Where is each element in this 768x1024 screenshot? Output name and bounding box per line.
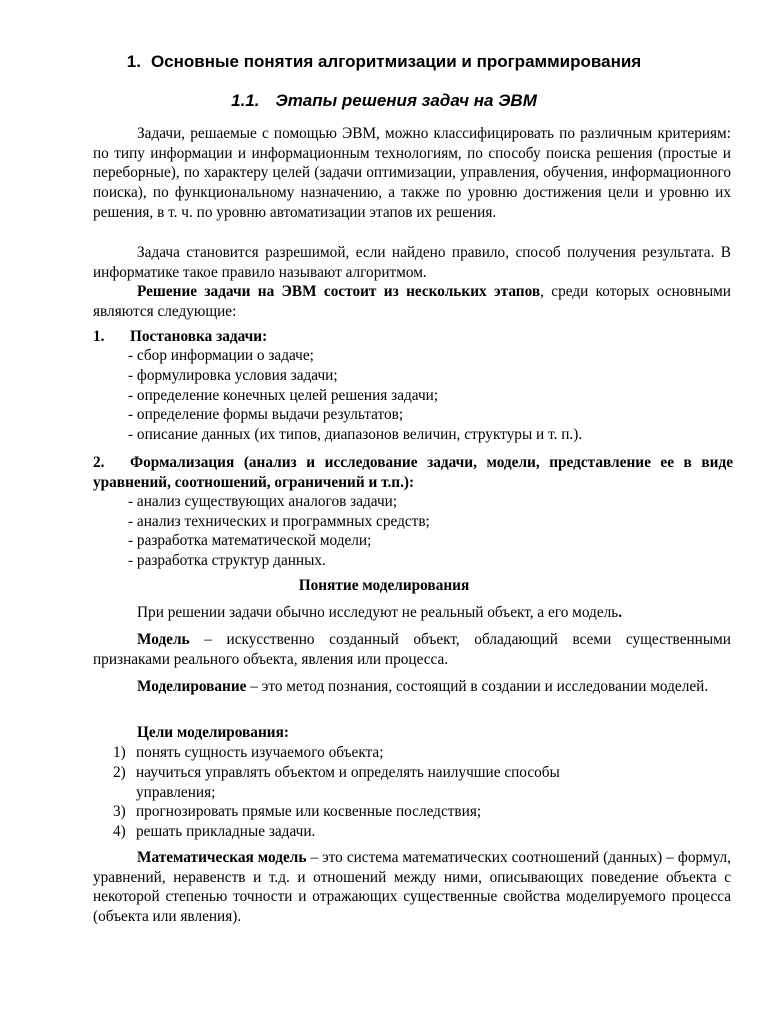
goal-number: 4) — [113, 823, 126, 840]
stage2-heading — [93, 453, 733, 492]
goal-text: прогнозировать прямые или косвенные последствия; — [136, 803, 482, 820]
stage1-item: - определение конечных целей решения задачи; — [128, 387, 439, 404]
stage1-item: - описание данных (их типов, диапазонов величин, структуры и т. п.). — [128, 426, 583, 443]
goal-number: 3) — [113, 803, 126, 820]
stage2-title: Формализация (анализ и исследование задачи, модели, представление ее в виде уравнений, соотношений, ограничений и т.п.): — [93, 454, 733, 491]
stage1-number: 1. — [93, 328, 105, 345]
math-model-term: Математическая модель — [137, 849, 307, 866]
stage2-item: - анализ технических и программных средств; — [128, 513, 430, 530]
paragraph-stages-intro — [93, 282, 731, 321]
paragraph-model-definition — [93, 630, 731, 669]
modeling-term: Моделирование — [137, 678, 247, 695]
goal-text: понять сущность изучаемого объекта; — [136, 744, 384, 761]
stages-intro-bold: Решение задачи на ЭВМ состоит из нескольких этапов — [137, 283, 541, 300]
modeling-heading: Понятие моделирования — [298, 577, 470, 594]
modeling-definition-text: – это метод познания, состоящий в создании и исследовании моделей. — [246, 678, 709, 695]
section-title: Этапы решения задач на ЭВМ — [275, 91, 537, 110]
paragraph-algorithm: Задача становится разрешимой, если найдено правило, способ получения результата. В информатике такое правило называют алгоритмом. — [93, 244, 731, 281]
stage2-item: - анализ существующих аналогов задачи; — [128, 493, 398, 510]
stage1-heading — [93, 327, 267, 347]
stage2-number: 2. — [93, 454, 105, 471]
math-model-text: – это система математических соотношений (данных) – формул, уравнений, неравенств и т.д. и отношений между ними, описывающих поведение объекта с некоторой степенью точности и отражающих существенные свойства моделируемого процесса (объекта или явления). — [93, 849, 731, 926]
model-intro-text: При решении задачи обычно исследуют не реальный объект, а его модель — [137, 604, 619, 621]
goal-text: решать прикладные задачи. — [136, 823, 316, 840]
goals-heading: Цели моделирования: — [137, 724, 289, 741]
stage1-title: Постановка задачи: — [130, 328, 268, 345]
model-intro-end: . — [618, 604, 623, 621]
chapter-title: Основные понятия алгоритмизации и программирования — [150, 52, 642, 71]
chapter-number: 1. — [126, 52, 141, 71]
stage1-item: - сбор информации о задаче; — [128, 347, 314, 364]
goal-number: 2) — [113, 764, 126, 781]
stages-intro-rest: , среди которых основными являются следующие: — [93, 283, 731, 320]
model-definition-text: – искусственно созданный объект, обладающий всеми существенными признаками реального объекта, явления или процесса. — [93, 631, 731, 668]
stage2-item: - разработка математической модели; — [128, 532, 372, 549]
goal-text: научиться управлять объектом и определять наилучшие способы управления; — [136, 764, 560, 801]
section-heading — [0, 91, 768, 111]
stage1-item: - формулировка условия задачи; — [128, 367, 338, 384]
model-term: Модель — [137, 631, 190, 648]
stage1-item: - определение формы выдачи результатов; — [128, 406, 404, 423]
goal-number: 1) — [113, 744, 126, 761]
chapter-heading — [0, 52, 768, 72]
paragraph-model-intro — [93, 603, 731, 623]
paragraph-classification: Задачи, решаемые с помощью ЭВМ, можно классифицировать по различным критериям: по типу информации и информационным технологиям, по способу поиска решения (простые и переборные), по характеру целей (задачи оптимизации, управления, обучения, информационного поиска), по функциональному назначению, а также по уровню достижения цели и уровню их решения, в т. ч. по уровню автоматизации этапов их решения. — [93, 125, 731, 221]
paragraph-math-model — [93, 848, 731, 927]
paragraph-modeling-definition — [93, 677, 731, 697]
stage2-item: - разработка структур данных. — [128, 552, 326, 569]
section-number: 1.1. — [231, 91, 260, 110]
